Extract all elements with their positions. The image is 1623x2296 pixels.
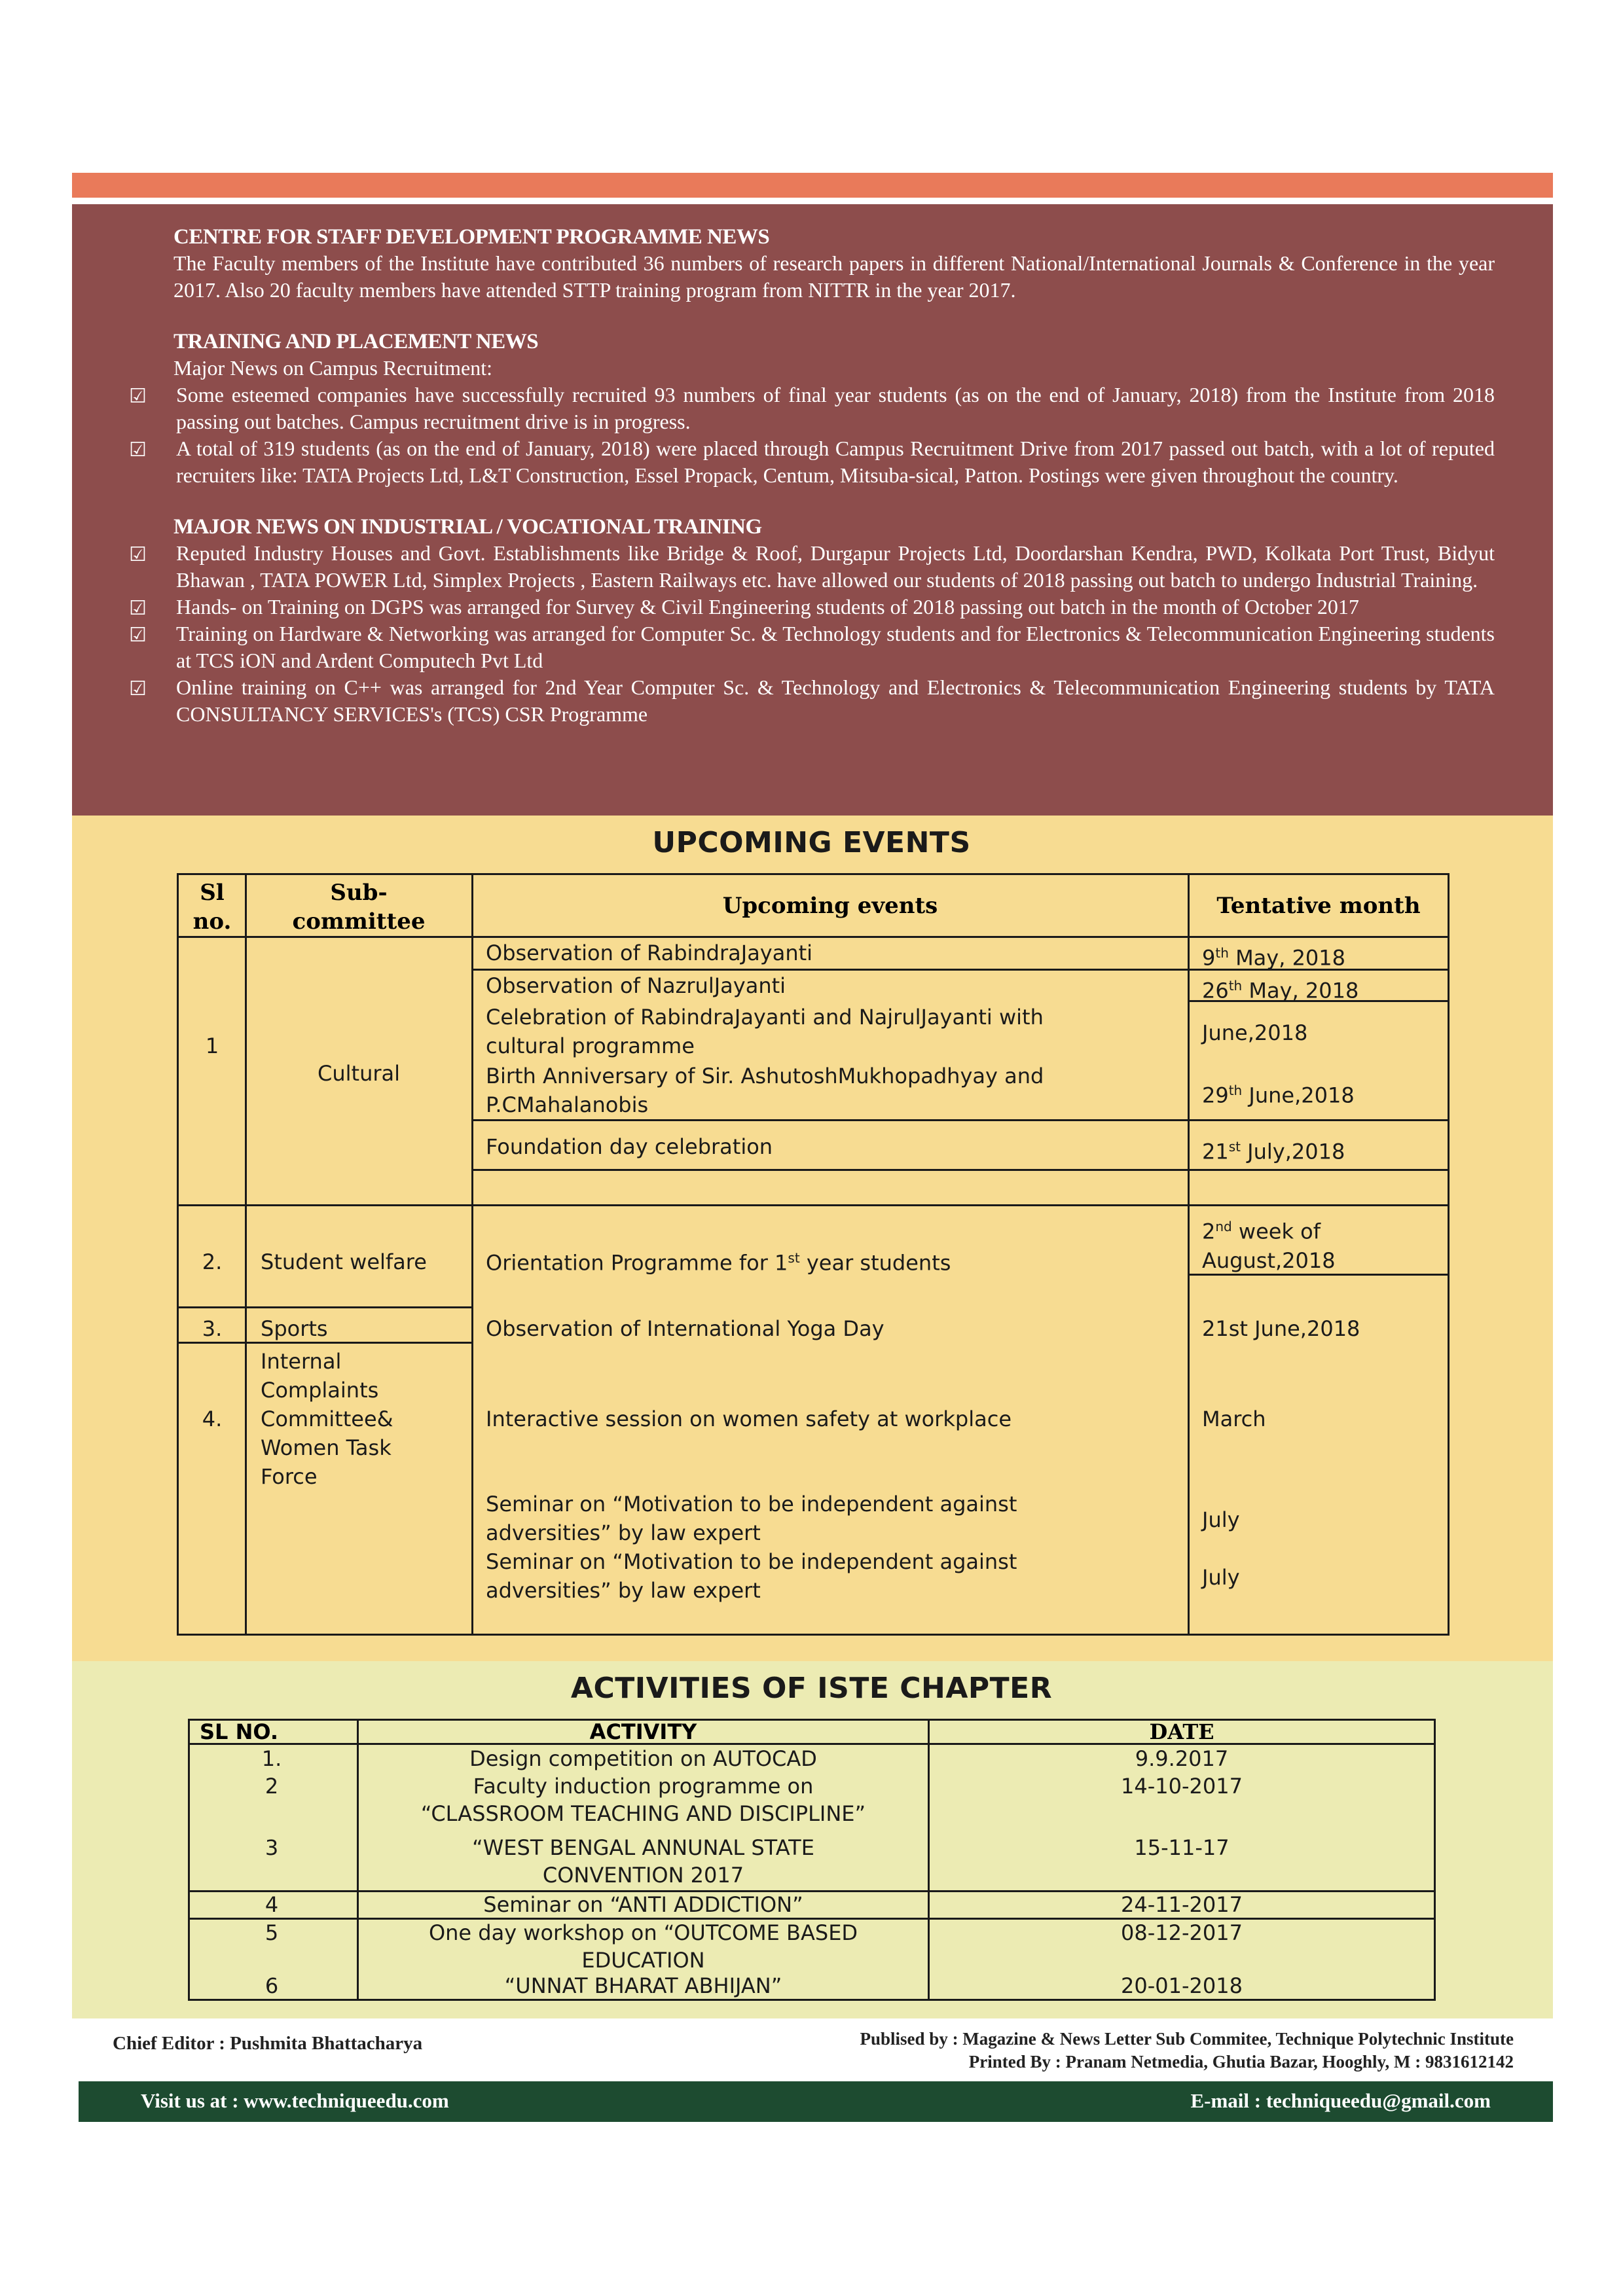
staff-development-section [173, 224, 1495, 304]
checkbox-icon: ☑ [129, 677, 147, 700]
month-cell: 26th May, 2018 [1202, 978, 1359, 1003]
checkbox-icon: ☑ [129, 439, 147, 461]
industrial-training-list [129, 540, 1495, 728]
event-cell: Observation of NazrulJayanti [486, 973, 786, 998]
event-cell: Seminar on “Motivation to be independent against adversities” by law expert [486, 1549, 1017, 1603]
table-row-date: 20-01-2018 [1121, 1973, 1243, 1998]
placement-section [129, 329, 1495, 489]
table-row-sl: 4 [264, 1892, 279, 1917]
sl-cell: 1 [205, 1033, 219, 1058]
event-cell: Seminar on “Motivation to be independent against adversities” by law expert [486, 1492, 1017, 1545]
printed-by: Printed By : Pranam Netmedia, Ghutia Bazar, Hooghly, M : 9831612142 [968, 2052, 1514, 2072]
subcommittee-cell: Cultural [318, 1061, 400, 1086]
staff-development-text: The Faculty members of the Institute have contributed 36 numbers of research papers in different National/International Journals & Conference in the year 2017. Also 20 faculty members have attended STTP training program from NITTR in the year 2017. [173, 251, 1495, 302]
header-activity: ACTIVITY [589, 1719, 697, 1744]
list-item: ☑ Training on Hardware & Networking was arranged for Computer Sc. & Technology students and for Electronics & Telecommunication Engineering students at TCS iON and Ardent Computech Pvt Ltd [129, 622, 1495, 672]
subcommittee-cell: Student welfare [261, 1249, 427, 1274]
month-cell: 21st July,2018 [1202, 1139, 1345, 1164]
sl-cell: 2. [202, 1249, 223, 1274]
event-cell: Celebration of RabindraJayanti and NajrulJayanti with cultural programme [486, 1005, 1044, 1058]
list-item: ☑ Reputed Industry Houses and Govt. Establishments like Bridge & Roof, Durgapur Projects Ltd, Doordarshan Kendra, PWD, Kolkata Port Trust, Bidyut Bhawan , TATA POWER Ltd, Simplex Projects , Eastern Railways etc. have allowed our students of 2018 passing out batch to undergo Industrial Training. [129, 541, 1495, 592]
staff-development-heading: CENTRE FOR STAFF DEVELOPMENT PROGRAMME NEWS [173, 225, 770, 249]
checkbox-icon: ☑ [129, 385, 147, 408]
checkbox-icon: ☑ [129, 624, 147, 647]
table-row-sl: 1. [261, 1746, 282, 1771]
news-panel [72, 204, 1553, 816]
table-row-activity: “WEST BENGAL ANNUNAL STATE CONVENTION 2017 [472, 1835, 814, 1888]
event-cell: Birth Anniversary of Sir. AshutoshMukhopadhyay and P.CMahalanobis [486, 1064, 1044, 1117]
table-row-activity: Faculty induction programme on “CLASSROOM TEACHING AND DISCIPLINE” [420, 1774, 866, 1826]
event-cell: Observation of International Yoga Day [486, 1316, 884, 1341]
month-cell: 9th May, 2018 [1202, 945, 1345, 971]
table-row-date: 9.9.2017 [1135, 1746, 1229, 1771]
table-row-sl: 3 [264, 1835, 279, 1860]
list-item: ☑ Hands- on Training on DGPS was arranged for Survey & Civil Engineering students of 2018 passing out batch in the month of October 2017 [173, 594, 1495, 620]
month-cell: June,2018 [1202, 1020, 1308, 1045]
table-row-sl: 6 [264, 1973, 279, 1998]
subcommittee-cell: Internal Complaints Committee& Women Task Force [261, 1349, 393, 1489]
table-row-activity: “UNNAT BHARAT ABHIJAN” [504, 1973, 782, 1998]
placement-list [129, 382, 1495, 489]
placement-heading: TRAINING AND PLACEMENT NEWS [173, 330, 539, 353]
email-link[interactable]: E-mail : techniqueedu@gmail.com [1190, 2089, 1491, 2112]
sl-cell: 4. [202, 1407, 223, 1431]
table-row-date: 24-11-2017 [1121, 1892, 1243, 1917]
list-item: ☑ A total of 319 students (as on the end of January, 2018) were placed through Campus Recruitment Drive from 2017 passed out batch, with a lot of reputed recruiters like: TATA Projects Ltd, L&T Construction, Essel Propack, Centum, Mitsuba-sical, Patton. Postings were given throughout the country. [129, 437, 1495, 487]
header-subcommittee: Sub- committee [292, 880, 426, 935]
sl-cell: 3. [202, 1316, 223, 1341]
event-cell: Orientation Programme for 1st year students [486, 1250, 951, 1276]
industrial-training-heading: MAJOR NEWS ON INDUSTRIAL / VOCATIONAL TRAINING [173, 515, 762, 539]
event-cell: Observation of RabindraJayanti [486, 941, 813, 965]
header-sl-no: SL NO. [199, 1719, 278, 1744]
industrial-training-section [129, 514, 1495, 728]
table-row-date: 15-11-17 [1134, 1835, 1230, 1860]
table-row-sl: 2 [264, 1774, 279, 1799]
subcommittee-cell: Sports [261, 1316, 328, 1341]
month-cell: 2nd week of August,2018 [1202, 1219, 1336, 1273]
header-upcoming-events: Upcoming events [722, 893, 938, 919]
month-cell: March [1202, 1407, 1266, 1431]
table-row-activity: Seminar on “ANTI ADDICTION” [483, 1892, 803, 1917]
placement-intro: Major News on Campus Recruitment: [173, 356, 493, 380]
checkbox-icon: ☑ [129, 543, 147, 566]
top-accent-bar [72, 173, 1553, 198]
table-row-date: 14-10-2017 [1121, 1774, 1243, 1799]
month-cell: 29th June,2018 [1202, 1083, 1355, 1108]
published-by: Publised by : Magazine & News Letter Sub Commitee, Technique Polytechnic Institute [860, 2029, 1514, 2049]
month-cell: July [1202, 1507, 1240, 1532]
upcoming-events-title: UPCOMING EVENTS [652, 826, 971, 859]
event-cell: Interactive session on women safety at workplace [486, 1407, 1012, 1431]
table-row-sl: 5 [264, 1920, 279, 1945]
table-row-date: 08-12-2017 [1121, 1920, 1243, 1945]
footer-bar [79, 2081, 1553, 2122]
chief-editor: Chief Editor : Pushmita Bhattacharya [113, 2033, 423, 2054]
list-item: ☑ Some esteemed companies have successfully recruited 93 numbers of final year students (as on the end of January, 2018) from the Institute from 2018 passing out batches. Campus recruitment drive is in progress. [129, 383, 1495, 433]
header-tentative-month: Tentative month [1216, 893, 1421, 919]
header-date: DATE [1149, 1719, 1214, 1744]
website-link[interactable]: Visit us at : www.techniqueedu.com [141, 2089, 449, 2112]
news-content [129, 224, 1495, 753]
month-cell: 21st June,2018 [1202, 1316, 1360, 1341]
checkbox-icon: ☑ [129, 597, 147, 620]
event-cell: Foundation day celebration [486, 1134, 773, 1159]
table-row-activity: One day workshop on “OUTCOME BASED EDUCATION [428, 1920, 858, 1973]
header-sl-no: Sl no. [192, 880, 232, 935]
iste-activities-title: ACTIVITIES OF ISTE CHAPTER [570, 1672, 1053, 1705]
list-item: ☑ Online training on C++ was arranged for 2nd Year Computer Sc. & Technology and Electronics & Telecommunication Engineering students by TATA CONSULTANCY SERVICES's (TCS) CSR Programme [129, 675, 1495, 726]
month-cell: July [1202, 1565, 1240, 1590]
table-row-activity: Design competition on AUTOCAD [469, 1746, 817, 1771]
